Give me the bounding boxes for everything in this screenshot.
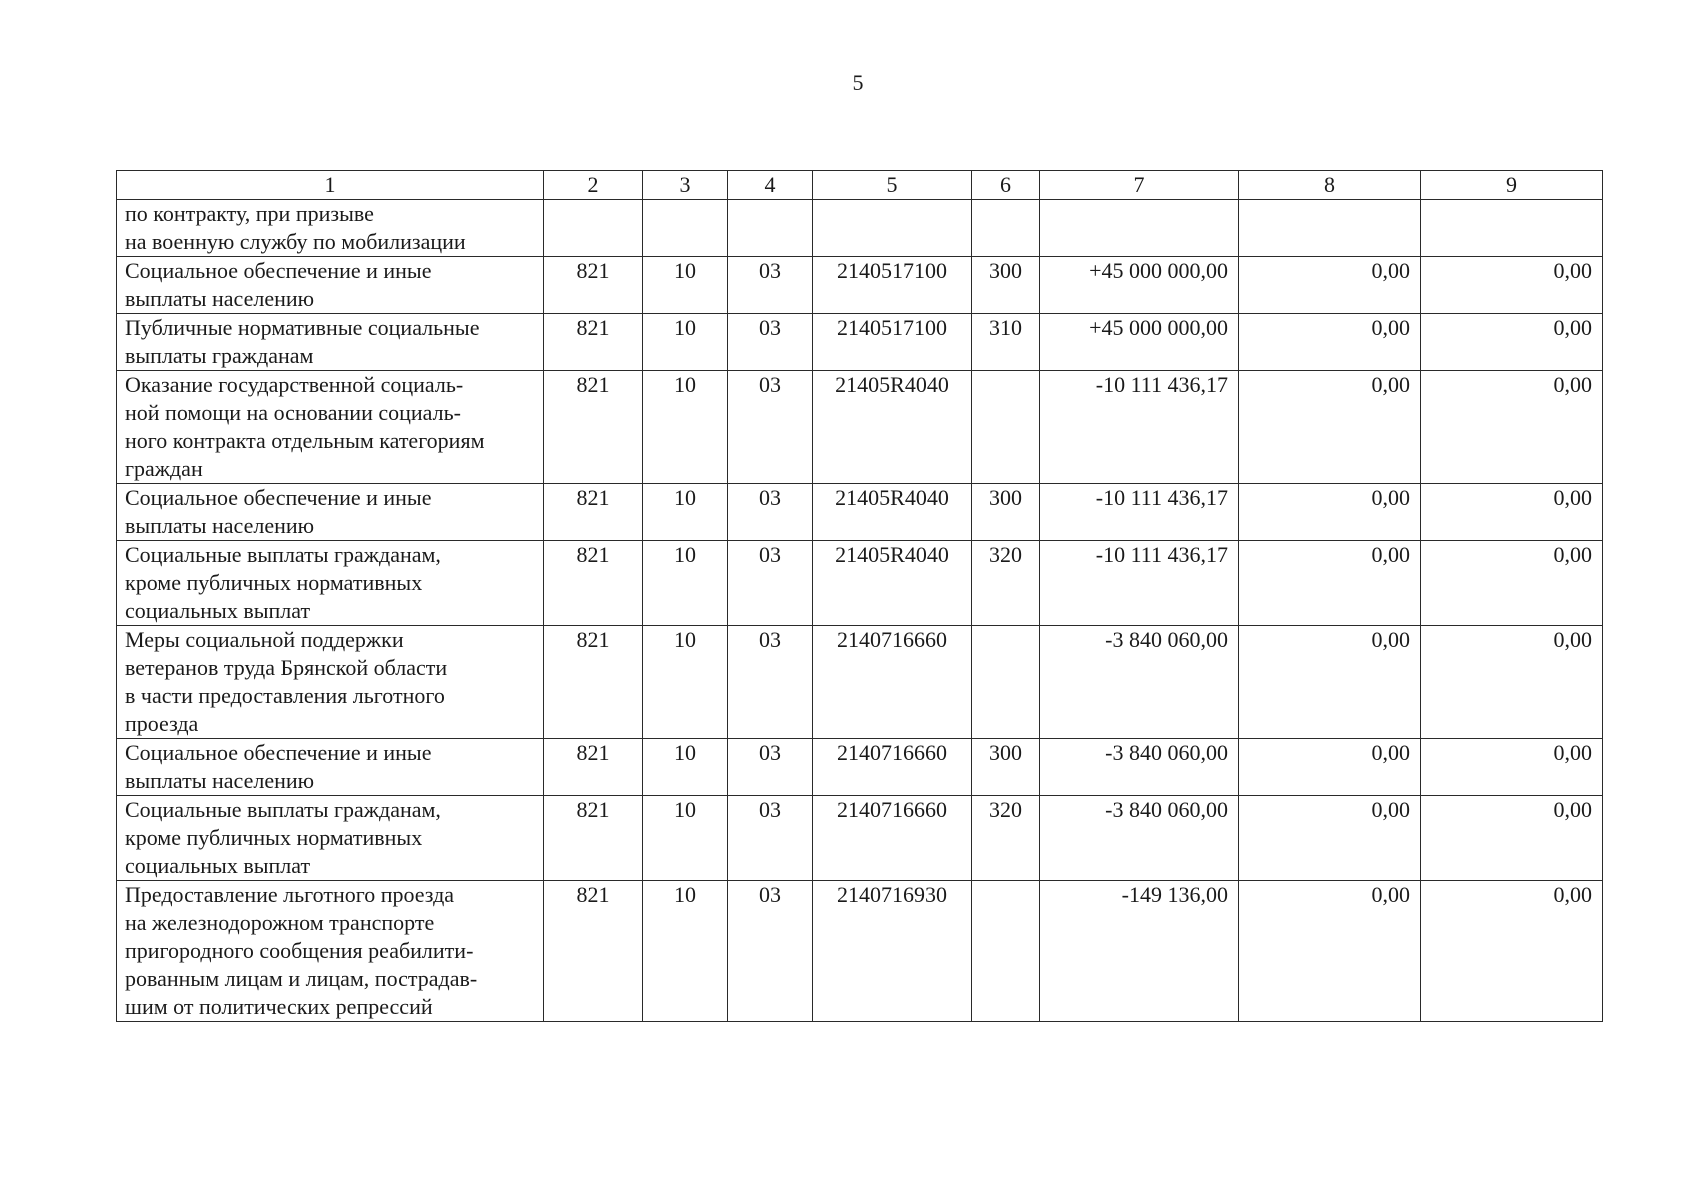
row-name-cell: Предоставление льготного проезда на железнодорожном транспорте пригородного сообщения реабилити- рованным лицам и лицам, пострадав- шим от политических репрессий — [117, 881, 544, 1022]
row-grbs-cell: 821 — [544, 541, 643, 626]
row-amount-7-cell: -3 840 060,00 — [1040, 739, 1239, 796]
row-expense-type-cell — [972, 371, 1040, 484]
row-section-cell: 10 — [643, 314, 728, 371]
row-amount-7-cell — [1040, 200, 1239, 257]
row-amount-9-cell: 0,00 — [1421, 796, 1603, 881]
table-row — [117, 881, 1603, 1022]
row-subsection-cell — [728, 200, 813, 257]
row-amount-9-cell: 0,00 — [1421, 739, 1603, 796]
header-col-5: 5 — [813, 171, 972, 200]
row-subsection-cell: 03 — [728, 257, 813, 314]
table-body — [117, 200, 1603, 1022]
row-section-cell: 10 — [643, 541, 728, 626]
row-grbs-cell — [544, 200, 643, 257]
row-grbs-cell: 821 — [544, 314, 643, 371]
row-grbs-cell: 821 — [544, 796, 643, 881]
row-amount-9-cell — [1421, 200, 1603, 257]
row-subsection-cell: 03 — [728, 541, 813, 626]
row-target-article-cell: 2140517100 — [813, 257, 972, 314]
row-grbs-cell: 821 — [544, 881, 643, 1022]
row-amount-7-cell: -3 840 060,00 — [1040, 626, 1239, 739]
page-number: 5 — [852, 70, 864, 95]
row-amount-8-cell: 0,00 — [1239, 626, 1421, 739]
row-target-article-cell: 21405R4040 — [813, 541, 972, 626]
header-col-8: 8 — [1239, 171, 1421, 200]
row-name-cell: Публичные нормативные социальные выплаты гражданам — [117, 314, 544, 371]
row-amount-9-cell: 0,00 — [1421, 257, 1603, 314]
row-subsection-cell: 03 — [728, 796, 813, 881]
row-subsection-cell: 03 — [728, 371, 813, 484]
row-amount-8-cell — [1239, 200, 1421, 257]
table-row — [117, 739, 1603, 796]
row-subsection-cell: 03 — [728, 739, 813, 796]
header-col-4: 4 — [728, 171, 813, 200]
row-section-cell: 10 — [643, 484, 728, 541]
row-expense-type-cell: 320 — [972, 796, 1040, 881]
row-section-cell: 10 — [643, 371, 728, 484]
row-grbs-cell: 821 — [544, 626, 643, 739]
table-row — [117, 371, 1603, 484]
table-header — [117, 171, 1603, 200]
header-col-3: 3 — [643, 171, 728, 200]
budget-table — [116, 170, 1603, 1022]
row-expense-type-cell: 300 — [972, 484, 1040, 541]
row-amount-7-cell: -3 840 060,00 — [1040, 796, 1239, 881]
row-target-article-cell: 2140716660 — [813, 796, 972, 881]
row-expense-type-cell: 300 — [972, 739, 1040, 796]
row-section-cell: 10 — [643, 257, 728, 314]
row-grbs-cell: 821 — [544, 257, 643, 314]
row-name-cell: по контракту, при призыве на военную службу по мобилизации — [117, 200, 544, 257]
row-amount-7-cell: -10 111 436,17 — [1040, 541, 1239, 626]
row-expense-type-cell: 310 — [972, 314, 1040, 371]
header-col-7: 7 — [1040, 171, 1239, 200]
row-amount-7-cell: +45 000 000,00 — [1040, 314, 1239, 371]
row-target-article-cell: 21405R4040 — [813, 484, 972, 541]
row-amount-9-cell: 0,00 — [1421, 314, 1603, 371]
row-amount-9-cell: 0,00 — [1421, 541, 1603, 626]
row-name-cell: Социальные выплаты гражданам, кроме публичных нормативных социальных выплат — [117, 796, 544, 881]
table-row — [117, 257, 1603, 314]
row-expense-type-cell: 300 — [972, 257, 1040, 314]
row-target-article-cell: 2140716930 — [813, 881, 972, 1022]
row-section-cell: 10 — [643, 739, 728, 796]
row-amount-9-cell: 0,00 — [1421, 881, 1603, 1022]
row-expense-type-cell — [972, 881, 1040, 1022]
row-amount-8-cell: 0,00 — [1239, 257, 1421, 314]
row-expense-type-cell — [972, 626, 1040, 739]
row-target-article-cell: 2140517100 — [813, 314, 972, 371]
table-row — [117, 200, 1603, 257]
row-amount-8-cell: 0,00 — [1239, 371, 1421, 484]
row-target-article-cell — [813, 200, 972, 257]
row-grbs-cell: 821 — [544, 371, 643, 484]
row-name-cell: Меры социальной поддержки ветеранов труда Брянской области в части предоставления льготного проезда — [117, 626, 544, 739]
row-amount-9-cell: 0,00 — [1421, 626, 1603, 739]
row-subsection-cell: 03 — [728, 484, 813, 541]
table-row — [117, 626, 1603, 739]
header-col-2: 2 — [544, 171, 643, 200]
row-amount-8-cell: 0,00 — [1239, 796, 1421, 881]
row-expense-type-cell: 320 — [972, 541, 1040, 626]
row-name-cell: Социальные выплаты гражданам, кроме публичных нормативных социальных выплат — [117, 541, 544, 626]
row-grbs-cell: 821 — [544, 484, 643, 541]
row-name-cell: Социальное обеспечение и иные выплаты населению — [117, 257, 544, 314]
row-name-cell: Социальное обеспечение и иные выплаты населению — [117, 739, 544, 796]
row-amount-8-cell: 0,00 — [1239, 739, 1421, 796]
row-amount-7-cell: -149 136,00 — [1040, 881, 1239, 1022]
row-subsection-cell: 03 — [728, 626, 813, 739]
row-grbs-cell: 821 — [544, 739, 643, 796]
header-col-1: 1 — [117, 171, 544, 200]
row-amount-9-cell: 0,00 — [1421, 371, 1603, 484]
row-target-article-cell: 21405R4040 — [813, 371, 972, 484]
header-col-9: 9 — [1421, 171, 1603, 200]
table-row — [117, 541, 1603, 626]
row-amount-8-cell: 0,00 — [1239, 484, 1421, 541]
row-amount-7-cell: -10 111 436,17 — [1040, 484, 1239, 541]
row-amount-8-cell: 0,00 — [1239, 314, 1421, 371]
row-name-cell: Оказание государственной социаль- ной помощи на основании социаль- ного контракта отдельным категориям граждан — [117, 371, 544, 484]
row-section-cell — [643, 200, 728, 257]
row-amount-8-cell: 0,00 — [1239, 541, 1421, 626]
row-amount-7-cell: -10 111 436,17 — [1040, 371, 1239, 484]
header-row — [117, 171, 1603, 200]
row-target-article-cell: 2140716660 — [813, 739, 972, 796]
row-amount-9-cell: 0,00 — [1421, 484, 1603, 541]
row-name-cell: Социальное обеспечение и иные выплаты населению — [117, 484, 544, 541]
row-section-cell: 10 — [643, 796, 728, 881]
table-row — [117, 314, 1603, 371]
row-target-article-cell: 2140716660 — [813, 626, 972, 739]
row-section-cell: 10 — [643, 626, 728, 739]
table-row — [117, 796, 1603, 881]
table-row — [117, 484, 1603, 541]
row-section-cell: 10 — [643, 881, 728, 1022]
header-col-6: 6 — [972, 171, 1040, 200]
row-expense-type-cell — [972, 200, 1040, 257]
row-subsection-cell: 03 — [728, 881, 813, 1022]
row-amount-8-cell: 0,00 — [1239, 881, 1421, 1022]
row-subsection-cell: 03 — [728, 314, 813, 371]
row-amount-7-cell: +45 000 000,00 — [1040, 257, 1239, 314]
